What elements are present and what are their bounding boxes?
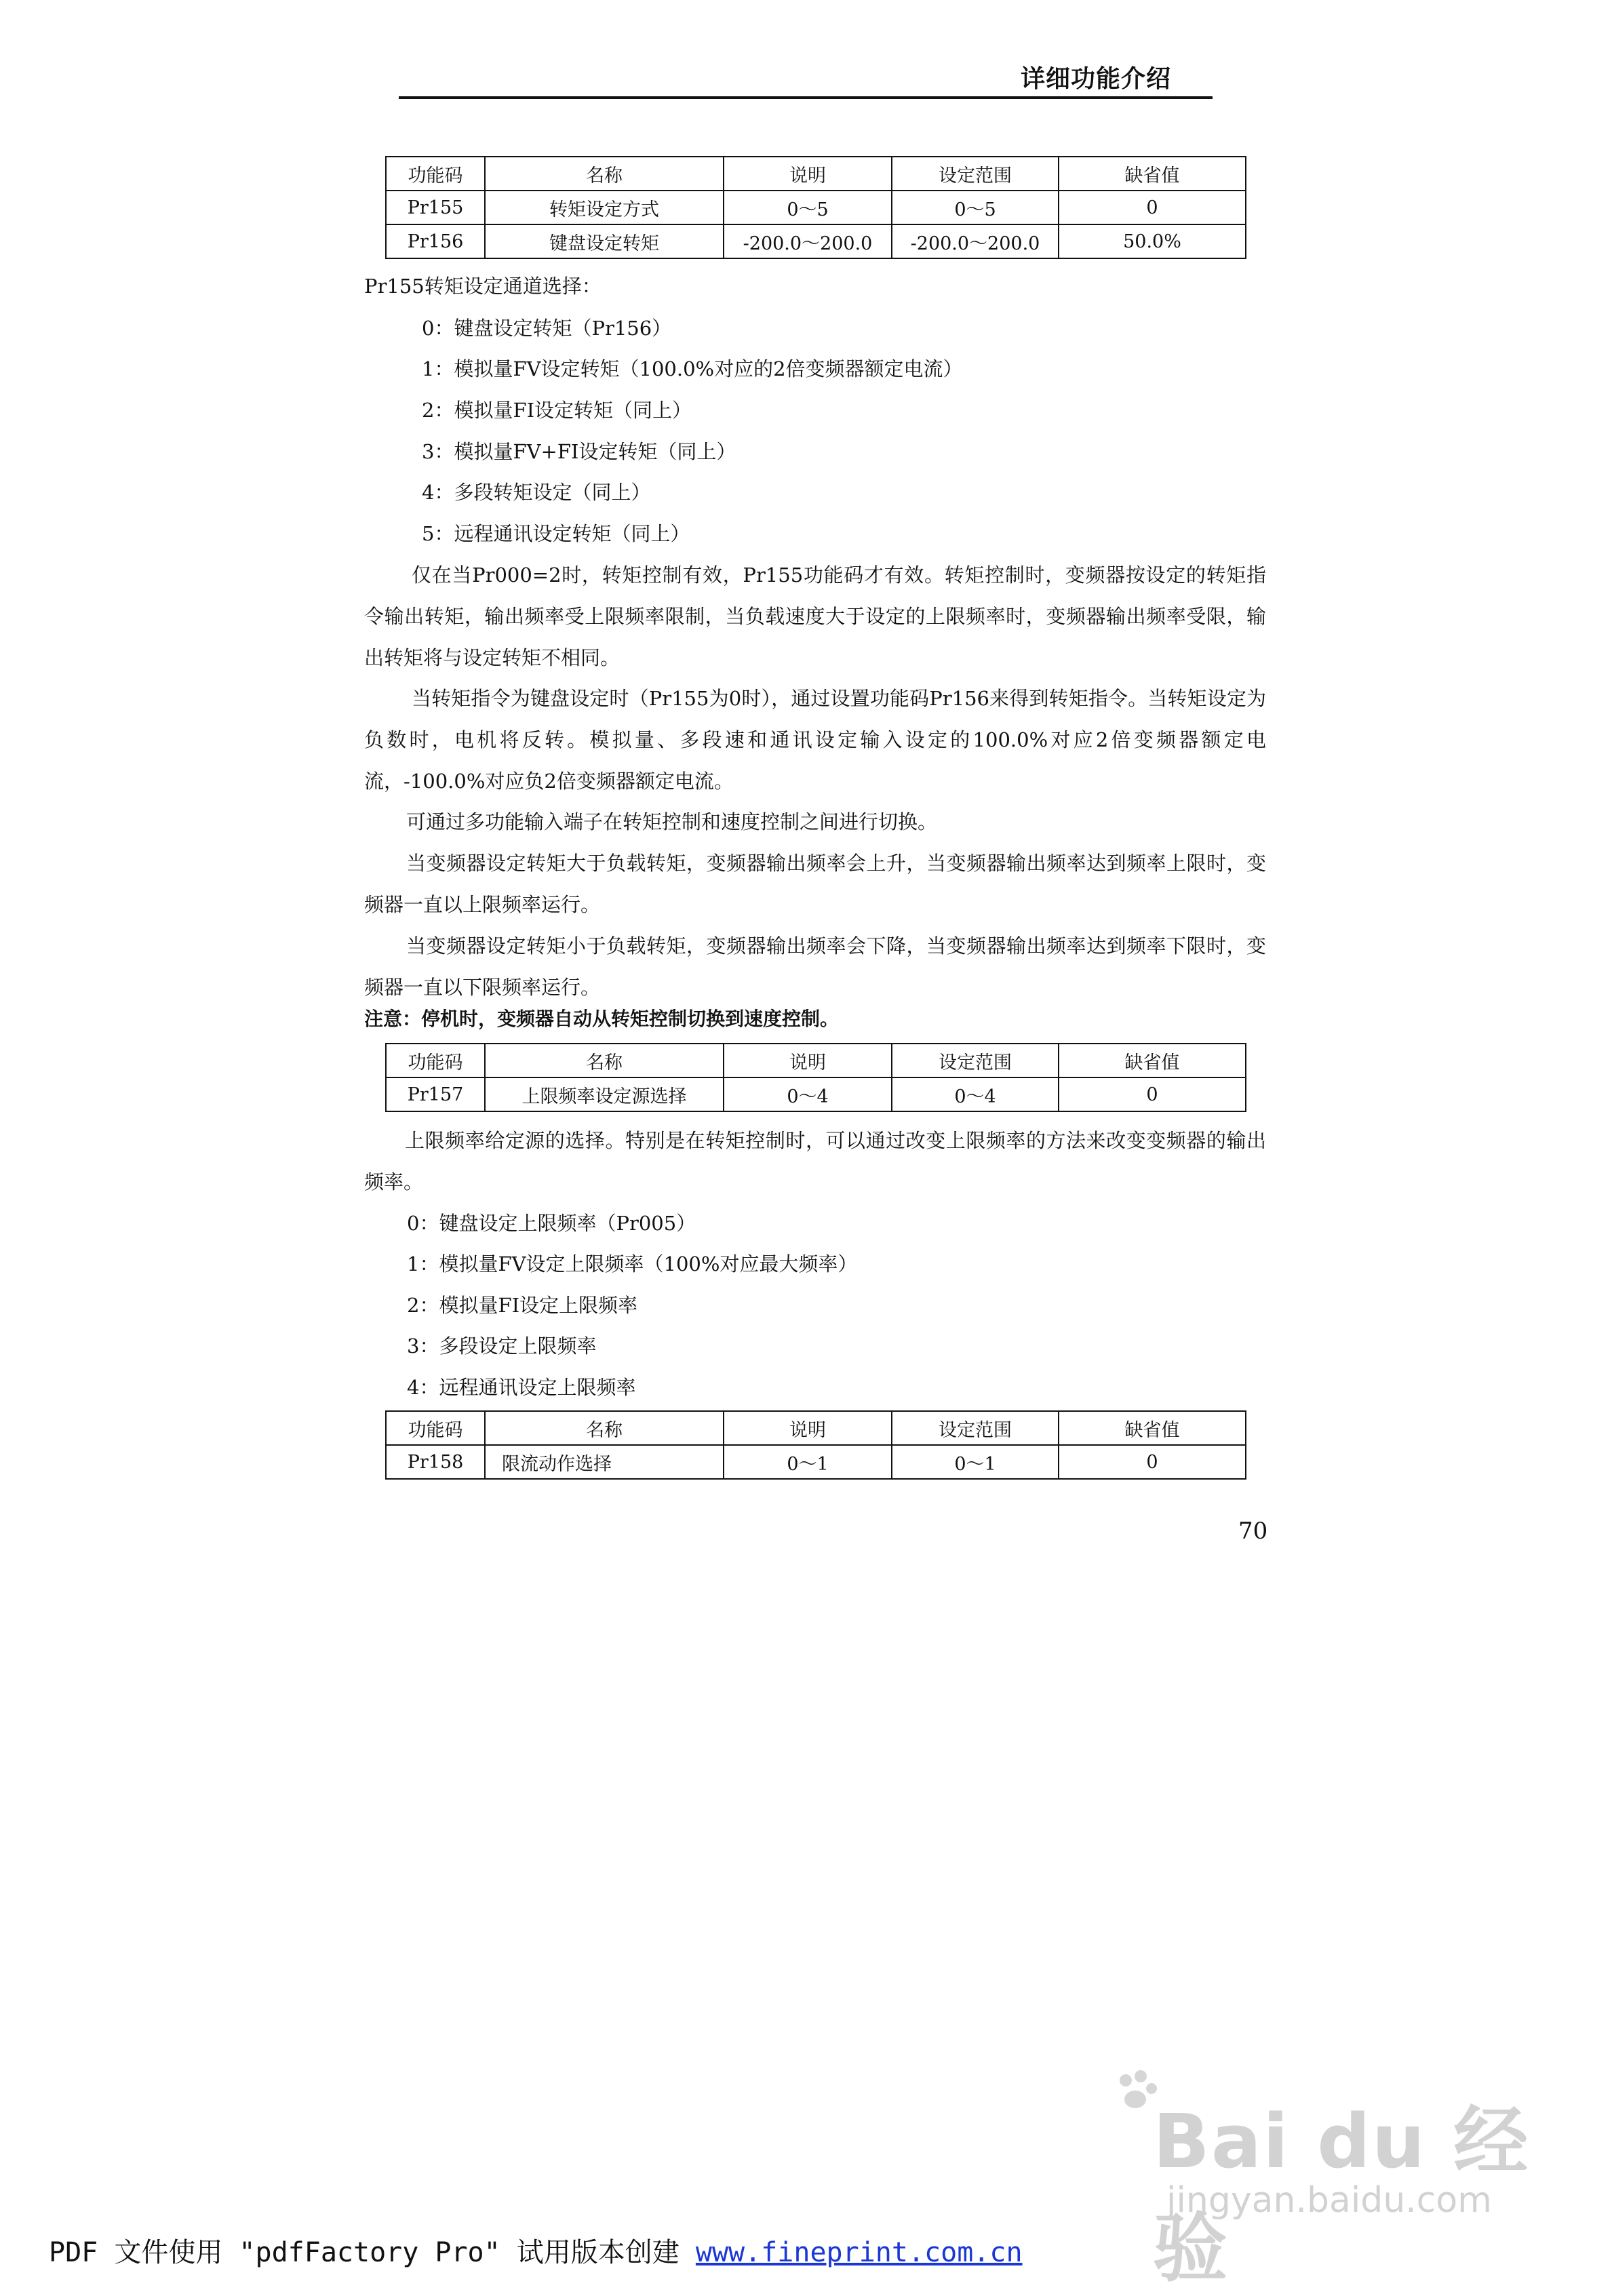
watermark-brand: Bai du 经验 bbox=[1153, 2098, 1530, 2292]
header-divider bbox=[399, 96, 1213, 99]
list-item: 0：键盘设定上限频率（Pr005） bbox=[407, 1212, 696, 1235]
table-row bbox=[386, 224, 1246, 258]
page-header-title: 详细功能介绍 bbox=[1021, 65, 1172, 93]
list-item: 2：模拟量FI设定转矩（同上） bbox=[422, 399, 692, 422]
cell-code: Pr155 bbox=[386, 191, 485, 224]
table-header-row bbox=[386, 157, 1246, 191]
list-item: 3：模拟量FV+FI设定转矩（同上） bbox=[422, 440, 736, 463]
cell-name: 限流动作选择 bbox=[485, 1445, 724, 1479]
cell-desc: 0～1 bbox=[724, 1445, 892, 1479]
cell-code: Pr156 bbox=[386, 224, 485, 258]
watermark-site: jingyan.baidu.com bbox=[1166, 2180, 1492, 2221]
list-item: 3：多段设定上限频率 bbox=[407, 1334, 597, 1358]
table-row bbox=[386, 1445, 1246, 1479]
table-header-row bbox=[386, 1044, 1246, 1077]
header-default: 缺省值 bbox=[1059, 157, 1246, 191]
list-item: 4：远程通讯设定上限频率 bbox=[407, 1376, 636, 1399]
header-default: 缺省值 bbox=[1059, 1044, 1246, 1077]
header-range: 设定范围 bbox=[892, 1411, 1059, 1445]
list-item: 2：模拟量FI设定上限频率 bbox=[407, 1294, 638, 1317]
page-number: 70 bbox=[1238, 1518, 1268, 1545]
header-desc: 说明 bbox=[724, 1044, 892, 1077]
header-name: 名称 bbox=[485, 157, 724, 191]
cell-name: 转矩设定方式 bbox=[485, 191, 724, 224]
cell-range: -200.0～200.0 bbox=[892, 224, 1059, 258]
cell-default: 0 bbox=[1059, 191, 1246, 224]
baidu-jingyan-watermark bbox=[1112, 2068, 1539, 2292]
cell-desc: -200.0～200.0 bbox=[724, 224, 892, 258]
header-desc: 说明 bbox=[724, 1411, 892, 1445]
header-desc: 说明 bbox=[724, 157, 892, 191]
cell-code: Pr158 bbox=[386, 1445, 485, 1479]
paragraph: 当转矩指令为键盘设定时（Pr155为0时），通过设置功能码Pr156来得到转矩指令。当转矩设定为负数时，电机将反转。模拟量、多段速和通讯设定输入设定的100.0%对应2倍变频器额定电流，-100.0%对应负2倍变频器额定电流。 bbox=[364, 687, 1266, 793]
header-name: 名称 bbox=[485, 1411, 724, 1445]
list-item: 1：模拟量FV设定转矩（100.0%对应的2倍变频器额定电流） bbox=[422, 357, 963, 380]
footer-text: PDF 文件使用 "pdfFactory Pro" 试用版本创建 bbox=[49, 2237, 696, 2268]
cell-name: 键盘设定转矩 bbox=[485, 224, 724, 258]
paragraph: 当变频器设定转矩小于负载转矩，变频器输出频率会下降，当变频器输出频率达到频率下限时，变频器一直以下限频率运行。 bbox=[364, 934, 1266, 999]
cell-default: 0 bbox=[1059, 1077, 1246, 1111]
header-range: 设定范围 bbox=[892, 157, 1059, 191]
cell-default: 0 bbox=[1059, 1445, 1246, 1479]
cell-range: 0～5 bbox=[892, 191, 1059, 224]
header-name: 名称 bbox=[485, 1044, 724, 1077]
pdf-footer bbox=[49, 2231, 1023, 2270]
paragraph: 当变频器设定转矩大于负载转矩，变频器输出频率会上升，当变频器输出频率达到频率上限时，变频器一直以上限频率运行。 bbox=[364, 852, 1266, 916]
header-code: 功能码 bbox=[386, 1411, 485, 1445]
header-range: 设定范围 bbox=[892, 1044, 1059, 1077]
paragraph: 仅在当Pr000=2时，转矩控制有效，Pr155功能码才有效。转矩控制时，变频器按设定的转矩指令输出转矩，输出频率受上限频率限制，当负载速度大于设定的上限频率时，变频器输出频率受限，输出转矩将与设定转矩不相同。 bbox=[364, 563, 1266, 669]
list-item: 4：多段转矩设定（同上） bbox=[422, 481, 651, 504]
paragraph: 上限频率给定源的选择。特别是在转矩控制时，可以通过改变上限频率的方法来改变变频器的输出频率。 bbox=[364, 1129, 1266, 1193]
cell-code: Pr157 bbox=[386, 1077, 485, 1111]
cell-desc: 0～5 bbox=[724, 191, 892, 224]
param-table-pr155-pr156 bbox=[385, 156, 1246, 259]
list-item: 0：键盘设定转矩（Pr156） bbox=[422, 317, 672, 340]
cell-default: 50.0% bbox=[1059, 224, 1246, 258]
table-row bbox=[386, 191, 1246, 224]
header-default: 缺省值 bbox=[1059, 1411, 1246, 1445]
cell-desc: 0～4 bbox=[724, 1077, 892, 1111]
cell-name: 上限频率设定源选择 bbox=[485, 1077, 724, 1111]
table-header-row bbox=[386, 1411, 1246, 1445]
table-row bbox=[386, 1077, 1246, 1111]
list-item: 5：远程通讯设定转矩（同上） bbox=[422, 522, 690, 545]
param-table-pr158 bbox=[385, 1410, 1246, 1480]
paragraph: 可通过多功能输入端子在转矩控制和速度控制之间进行切换。 bbox=[406, 810, 938, 833]
cell-range: 0～4 bbox=[892, 1077, 1059, 1111]
footer-link[interactable]: www.fineprint.com.cn bbox=[695, 2237, 1023, 2268]
header-code: 功能码 bbox=[386, 1044, 485, 1077]
header-code: 功能码 bbox=[386, 157, 485, 191]
note-text: 注意：停机时，变频器自动从转矩控制切换到速度控制。 bbox=[364, 1008, 840, 1030]
list-item: 1：模拟量FV设定上限频率（100%对应最大频率） bbox=[407, 1252, 858, 1275]
param-table-pr157 bbox=[385, 1043, 1246, 1112]
cell-range: 0～1 bbox=[892, 1445, 1059, 1479]
section-heading-pr155: Pr155转矩设定通道选择： bbox=[364, 275, 602, 298]
